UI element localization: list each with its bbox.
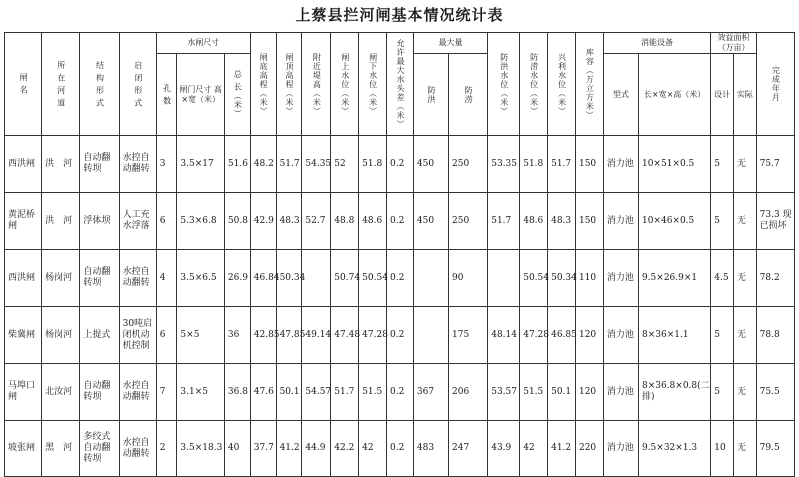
cell-nearby-dike: 44.9 (302, 421, 331, 477)
cell-max-head: 0.2 (387, 421, 414, 477)
cell-max-head: 0.2 (387, 136, 414, 193)
cell-total-length: 26.9 (224, 250, 250, 307)
cell-floor-elev: 47.6 (250, 364, 276, 421)
header-benefit-level: 兴利水位（米） (548, 33, 576, 136)
header-waterlog-level: 防涝水位（米） (520, 33, 548, 136)
cell-river: 洪 河 (42, 136, 80, 193)
cell-design: 5 (711, 136, 734, 193)
cell-completed: 79.5 (756, 421, 794, 477)
cell-opening: 30吨启闭机动机控制 (119, 307, 156, 364)
cell-gate-size: 3.1×5 (177, 364, 225, 421)
cell-design: 5 (711, 364, 734, 421)
header-type: 型式 (603, 54, 638, 136)
cell-capacity: 150 (575, 136, 603, 193)
cell-floor-elev: 37.7 (250, 421, 276, 477)
cell-downstream-level: 48.6 (359, 193, 387, 250)
cell-max-head: 0.2 (387, 193, 414, 250)
cell-completed: 73.3 现已损坏 (756, 193, 794, 250)
header-river: 所 在 河 道 (42, 33, 80, 136)
cell-flood-level: 53.35 (488, 136, 520, 193)
cell-total-length: 51.6 (224, 136, 250, 193)
cell-downstream-level: 42 (359, 421, 387, 477)
cell-type: 消力池 (603, 307, 638, 364)
table-row (5, 364, 795, 421)
cell-river: 洪 河 (42, 193, 80, 250)
cell-holes: 4 (156, 250, 177, 307)
stats-table (4, 32, 795, 477)
cell-downstream-level: 51.5 (359, 364, 387, 421)
cell-waterlog-level: 50.54 (520, 250, 548, 307)
cell-capacity: 110 (575, 250, 603, 307)
cell-actual: 无 (733, 193, 756, 250)
cell-actual: 无 (733, 364, 756, 421)
cell-flood-control: 367 (413, 364, 448, 421)
cell-top-elev: 41.2 (276, 421, 302, 477)
cell-benefit-level: 51.7 (548, 136, 576, 193)
cell-structure: 自动翻转坝 (80, 364, 119, 421)
header-structure: 结 构 形 式 (80, 33, 119, 136)
cell-benefit-level: 46.85 (548, 307, 576, 364)
cell-actual: 无 (733, 136, 756, 193)
cell-top-elev: 47.85 (276, 307, 302, 364)
cell-structure: 自动翻转坝 (80, 250, 119, 307)
table-body (5, 136, 795, 477)
cell-name: 黄泥桥闸 (5, 193, 42, 250)
cell-actual: 无 (733, 307, 756, 364)
cell-opening: 水控自动翻转 (119, 136, 156, 193)
cell-downstream-level: 47.28 (359, 307, 387, 364)
cell-completed: 75.7 (756, 136, 794, 193)
cell-capacity: 120 (575, 364, 603, 421)
cell-top-elev: 51.7 (276, 136, 302, 193)
cell-floor-elev: 48.2 (250, 136, 276, 193)
cell-opening: 水控自动翻转 (119, 364, 156, 421)
header-dims: 长×宽×高（米） (638, 54, 710, 136)
cell-river: 黑 河 (42, 421, 80, 477)
cell-nearby-dike: 54.35 (302, 136, 331, 193)
cell-flood-level: 51.7 (488, 193, 520, 250)
cell-upstream-level: 52 (331, 136, 359, 193)
cell-top-elev: 48.3 (276, 193, 302, 250)
cell-waterlog-level: 51.5 (520, 364, 548, 421)
cell-upstream-level: 51.7 (331, 364, 359, 421)
cell-flood-control: 483 (413, 421, 448, 477)
cell-waterlogging: 206 (449, 364, 488, 421)
cell-opening: 水控自动翻转 (119, 421, 156, 477)
cell-holes: 3 (156, 136, 177, 193)
cell-waterlog-level: 51.8 (520, 136, 548, 193)
cell-completed: 78.8 (756, 307, 794, 364)
cell-max-head: 0.2 (387, 364, 414, 421)
cell-dims: 9.5×32×1.3 (638, 421, 710, 477)
cell-flood-control: 450 (413, 136, 448, 193)
cell-holes: 2 (156, 421, 177, 477)
cell-flood-level: 53.57 (488, 364, 520, 421)
cell-river: 杨岗河 (42, 250, 80, 307)
cell-holes: 7 (156, 364, 177, 421)
cell-nearby-dike: 54.57 (302, 364, 331, 421)
cell-design: 5 (711, 307, 734, 364)
cell-flood-level (488, 250, 520, 307)
header-benefit-area-group: 效益面积（万亩） (711, 33, 756, 54)
cell-flood-level: 48.14 (488, 307, 520, 364)
header-completed: 完成年月 (756, 33, 794, 136)
cell-gate-size: 5.3×6.8 (177, 193, 225, 250)
cell-completed: 75.5 (756, 364, 794, 421)
cell-floor-elev: 42.85 (250, 307, 276, 364)
header-floor-elev: 闸底高程（米） (250, 33, 276, 136)
header-capacity: 库容（万立方米） (575, 33, 603, 136)
cell-river: 杨岗河 (42, 307, 80, 364)
cell-type: 消力池 (603, 364, 638, 421)
cell-benefit-level: 48.3 (548, 193, 576, 250)
cell-opening: 水控自动翻转 (119, 250, 156, 307)
cell-type: 消力池 (603, 421, 638, 477)
cell-structure: 浮体坝 (80, 193, 119, 250)
cell-type: 消力池 (603, 136, 638, 193)
header-gate-size-group: 水闸尺寸 (156, 33, 250, 54)
cell-downstream-level: 51.8 (359, 136, 387, 193)
header-downstream-level: 闸下水位（米） (359, 33, 387, 136)
header-name: 闸 名 (5, 33, 42, 136)
cell-type: 消力池 (603, 193, 638, 250)
header-flood-level: 防洪水位（米） (488, 33, 520, 136)
cell-gate-size: 5×5 (177, 307, 225, 364)
cell-capacity: 120 (575, 307, 603, 364)
header-design: 设计 (711, 54, 734, 136)
cell-nearby-dike (302, 250, 331, 307)
header-actual: 实际 (733, 54, 756, 136)
cell-completed: 78.2 (756, 250, 794, 307)
header-gate-size: 闸门尺寸 高×宽（米） (177, 54, 225, 136)
header-nearby-dike: 附近堤高（米） (302, 33, 331, 136)
cell-downstream-level: 50.54 (359, 250, 387, 307)
header-hole-count: 孔 数 (156, 54, 177, 136)
cell-top-elev: 50.34 (276, 250, 302, 307)
cell-floor-elev: 42.9 (250, 193, 276, 250)
cell-flood-control (413, 250, 448, 307)
table-row (5, 250, 795, 307)
cell-waterlog-level: 47.28 (520, 307, 548, 364)
cell-total-length: 36 (224, 307, 250, 364)
cell-name: 坡张闸 (5, 421, 42, 477)
cell-dims: 10×46×0.5 (638, 193, 710, 250)
cell-structure: 多绞式自动翻转坝 (80, 421, 119, 477)
cell-dims: 10×51×0.5 (638, 136, 710, 193)
header-top-elev: 闸顶高程（米） (276, 33, 302, 136)
cell-opening: 人工充水浮落 (119, 193, 156, 250)
cell-nearby-dike: 49.14 (302, 307, 331, 364)
cell-floor-elev: 46.84 (250, 250, 276, 307)
cell-max-head: 0.2 (387, 250, 414, 307)
header-dissipation-group: 消能设备 (603, 33, 710, 54)
table-row (5, 193, 795, 250)
table-row (5, 307, 795, 364)
cell-waterlogging: 175 (449, 307, 488, 364)
cell-benefit-level: 50.34 (548, 250, 576, 307)
cell-name: 西洪闸 (5, 250, 42, 307)
cell-upstream-level: 48.8 (331, 193, 359, 250)
cell-benefit-level: 50.1 (548, 364, 576, 421)
cell-top-elev: 50.1 (276, 364, 302, 421)
cell-flood-level: 43.9 (488, 421, 520, 477)
header-max-flow-group: 最大量 (413, 33, 487, 54)
cell-structure: 上提式 (80, 307, 119, 364)
cell-upstream-level: 42.2 (331, 421, 359, 477)
cell-flood-control: 450 (413, 193, 448, 250)
header-opening: 启 闭 形 式 (119, 33, 156, 136)
cell-structure: 自动翻转坝 (80, 136, 119, 193)
cell-holes: 6 (156, 307, 177, 364)
cell-gate-size: 3.5×6.5 (177, 250, 225, 307)
cell-type: 消力池 (603, 250, 638, 307)
cell-dims: 8×36×1.1 (638, 307, 710, 364)
table-row (5, 136, 795, 193)
header-flood-control: 防洪 (413, 54, 448, 136)
cell-waterlogging: 250 (449, 193, 488, 250)
header-total-length: 总 长（米） (224, 54, 250, 136)
cell-total-length: 40 (224, 421, 250, 477)
cell-total-length: 36.8 (224, 364, 250, 421)
cell-waterlogging: 247 (449, 421, 488, 477)
cell-waterlogging: 90 (449, 250, 488, 307)
cell-waterlog-level: 42 (520, 421, 548, 477)
cell-holes: 6 (156, 193, 177, 250)
cell-gate-size: 3.5×17 (177, 136, 225, 193)
cell-design: 4.5 (711, 250, 734, 307)
cell-max-head: 0.2 (387, 307, 414, 364)
cell-dims: 8×36.8×0.8(二排) (638, 364, 710, 421)
cell-upstream-level: 50.74 (331, 250, 359, 307)
cell-upstream-level: 47.48 (331, 307, 359, 364)
header-max-head: 允许最大水头差（米） (387, 33, 414, 136)
cell-river: 北汝河 (42, 364, 80, 421)
cell-gate-size: 3.5×18.3 (177, 421, 225, 477)
cell-dims: 9.5×26.9×1 (638, 250, 710, 307)
cell-benefit-level: 41.2 (548, 421, 576, 477)
cell-total-length: 50.8 (224, 193, 250, 250)
table-row (5, 421, 795, 477)
cell-waterlog-level: 48.6 (520, 193, 548, 250)
cell-nearby-dike: 52.7 (302, 193, 331, 250)
cell-waterlogging: 250 (449, 136, 488, 193)
cell-design: 10 (711, 421, 734, 477)
cell-name: 马埠口闸 (5, 364, 42, 421)
page-title: 上蔡县拦河闸基本情况统计表 (295, 6, 504, 24)
cell-capacity: 150 (575, 193, 603, 250)
cell-name: 西洪闸 (5, 136, 42, 193)
cell-capacity: 220 (575, 421, 603, 477)
cell-actual: 无 (733, 421, 756, 477)
cell-design: 5 (711, 193, 734, 250)
cell-name: 柴冀闸 (5, 307, 42, 364)
header-upstream-level: 闸上水位（米） (331, 33, 359, 136)
cell-actual: 无 (733, 250, 756, 307)
cell-flood-control (413, 307, 448, 364)
header-waterlogging: 防涝 (449, 54, 488, 136)
